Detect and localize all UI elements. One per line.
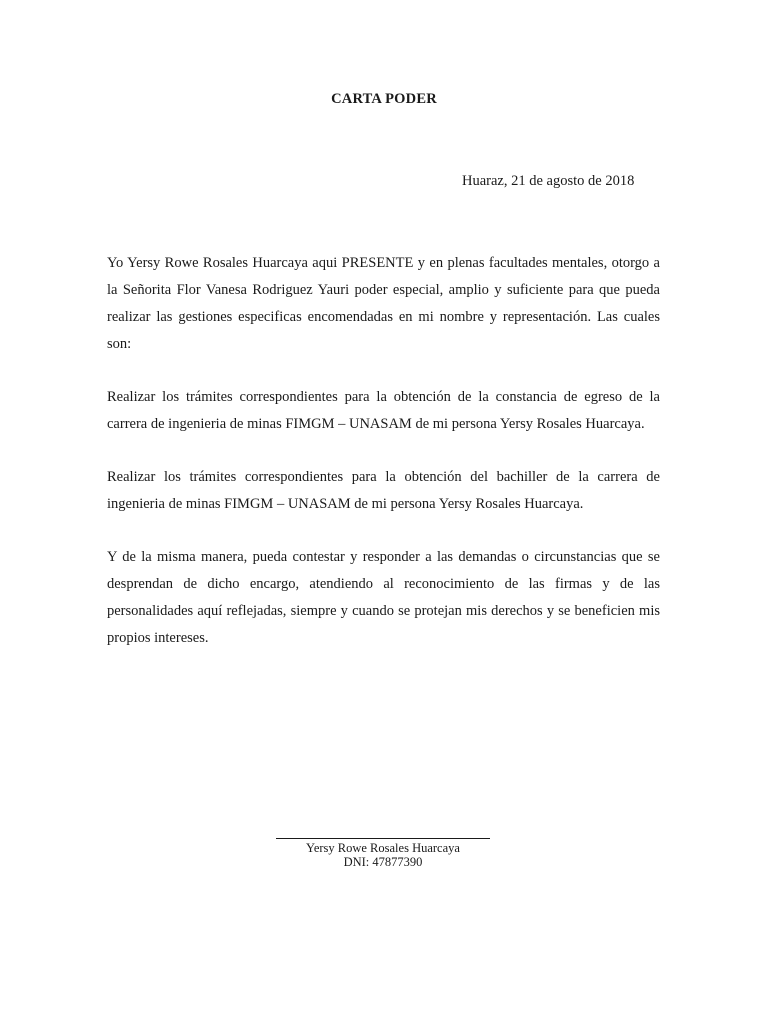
- signature-line: [276, 838, 490, 839]
- signer-name: Yersy Rowe Rosales Huarcaya: [306, 841, 460, 855]
- paragraph-closing: Y de la misma manera, pueda contestar y responder a las demandas o circunstancias que se desprendan de dicho encargo, atendiendo al reconocimiento de las firmas y de las personalidades aquí reflejadas, siempre y cuando se protejan mis derechos y se beneficien mis propios intereses.: [107, 549, 660, 646]
- document-body: [107, 250, 660, 678]
- signer-dni: DNI: 47877390: [343, 855, 423, 869]
- paragraph-egreso: Realizar los trámites correspondientes para la obtención de la constancia de egreso de la carrera de ingenieria de minas FIMGM – UNASAM de mi persona Yersy Rosales Huarcaya.: [107, 389, 660, 432]
- paragraph-grant: Yo Yersy Rowe Rosales Huarcaya aqui PRESENTE y en plenas facultades mentales, otorgo a la Señorita Flor Vanesa Rodriguez Yauri poder especial, amplio y suficiente para que pueda realizar las gestiones especificas encomendadas en mi nombre y representación. Las cuales son:: [107, 255, 660, 352]
- paragraph-bachiller: Realizar los trámites correspondientes para la obtención del bachiller de la carrera de ingenieria de minas FIMGM – UNASAM de mi persona Yersy Rosales Huarcaya.: [107, 469, 660, 512]
- signature-block: [276, 838, 490, 869]
- place-date: Huaraz, 21 de agosto de 2018: [462, 173, 635, 189]
- document-title: CARTA PODER: [331, 91, 437, 107]
